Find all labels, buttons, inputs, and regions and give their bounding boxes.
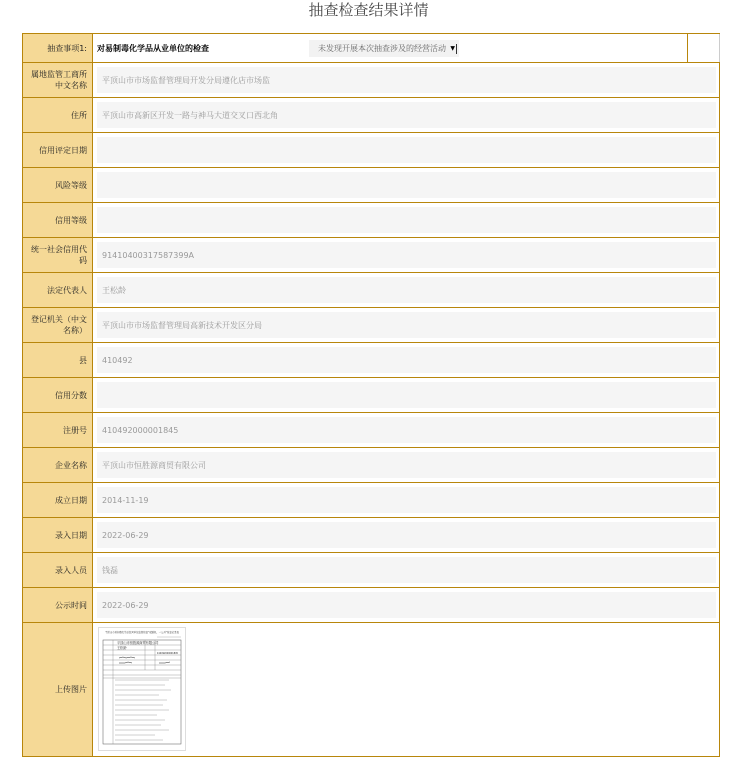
- field-label: 公示时间: [22, 588, 93, 622]
- field-row-reg-authority: [22, 308, 720, 343]
- inspection-extra-cell: [688, 34, 720, 62]
- upload-row: [22, 623, 720, 757]
- field-value-risk-level: [97, 172, 716, 198]
- field-label: 录入人员: [22, 553, 93, 587]
- doc-hand-company: 平顶山市恒胜源商贸有限公司: [117, 641, 159, 645]
- doc-hand-reg-no: 410492000001845: [157, 652, 178, 655]
- field-value-credit-date: [97, 137, 716, 163]
- field-label: 信用等级: [22, 203, 93, 237]
- detail-table: [22, 33, 720, 757]
- field-value-publish-time: 2022-06-29: [97, 592, 716, 618]
- inspection-item-name: 对易制毒化学品从业单位的检查: [97, 43, 209, 53]
- inspection-result-value: 未发现开展本次抽查涉及的经营活动: [318, 43, 446, 53]
- page-title: 抽查检查结果详情: [308, 1, 429, 19]
- field-row-address: [22, 98, 720, 133]
- uploaded-image-thumbnail[interactable]: [98, 627, 186, 751]
- field-row-established: [22, 483, 720, 518]
- field-value-entry-person: 钱磊: [97, 557, 716, 583]
- field-value-authority: 平顶山市市场监督管理局开发分局遵化店市场监: [97, 67, 716, 93]
- field-label: 风险等级: [22, 168, 93, 202]
- field-label: 法定代表人: [22, 273, 93, 307]
- inspection-spacer: [459, 34, 688, 62]
- doc-header: 平顶山市易制毒化学品经营单位监督检查"双随机、一公开"检查记录表: [105, 631, 179, 634]
- field-row-credit-score: [22, 378, 720, 413]
- field-label: 县: [22, 343, 93, 377]
- field-value-credit-score: [97, 382, 716, 408]
- field-label: 企业名称: [22, 448, 93, 482]
- field-row-credit-date: [22, 133, 720, 168]
- field-row-entry-person: [22, 553, 720, 588]
- field-row-entry-date: [22, 518, 720, 553]
- inspection-form-image: [99, 628, 185, 750]
- field-value-established: 2014-11-19: [97, 487, 716, 513]
- field-value-reg-authority: 平顶山市市场监督管理局高新技术开发区分局: [97, 312, 716, 338]
- field-row-publish-time: [22, 588, 720, 623]
- field-label: 属地监管工商所中文名称: [22, 63, 93, 97]
- field-label: 信用分数: [22, 378, 93, 412]
- field-row-uscc: [22, 238, 720, 273]
- field-value-address: 平顶山市高新区开发一路与神马大道交叉口西北角: [97, 102, 716, 128]
- field-value-county: 410492: [97, 347, 716, 373]
- field-label: 统一社会信用代码: [22, 238, 93, 272]
- field-label: 录入日期: [22, 518, 93, 552]
- inspection-label: 抽查事项1:: [22, 34, 93, 62]
- field-value-company: 平顶山市恒胜源商贸有限公司: [97, 452, 716, 478]
- field-label: 注册号: [22, 413, 93, 447]
- inspection-row: [22, 34, 720, 63]
- field-row-legal-rep: [22, 273, 720, 308]
- field-row-company: [22, 448, 720, 483]
- field-label: 信用评定日期: [22, 133, 93, 167]
- inspection-result-select[interactable]: [309, 40, 459, 57]
- doc-hand-legal-rep: 王松龄: [117, 646, 127, 650]
- field-value-entry-date: 2022-06-29: [97, 522, 716, 548]
- field-value-uscc: 91410400317587399A: [97, 242, 716, 268]
- field-row-authority: [22, 63, 720, 98]
- field-value-legal-rep: 王松龄: [97, 277, 716, 303]
- field-value-credit-level: [97, 207, 716, 233]
- upload-label: 上传图片: [22, 623, 93, 756]
- field-row-county: [22, 343, 720, 378]
- field-value-reg-no: 410492000001845: [97, 417, 716, 443]
- chevron-down-icon[interactable]: ▼: [450, 44, 455, 52]
- field-label: 成立日期: [22, 483, 93, 517]
- field-row-reg-no: [22, 413, 720, 448]
- field-label: 登记机关（中文名称）: [22, 308, 93, 342]
- field-label: 住所: [22, 98, 93, 132]
- field-row-risk-level: [22, 168, 720, 203]
- field-row-credit-level: [22, 203, 720, 238]
